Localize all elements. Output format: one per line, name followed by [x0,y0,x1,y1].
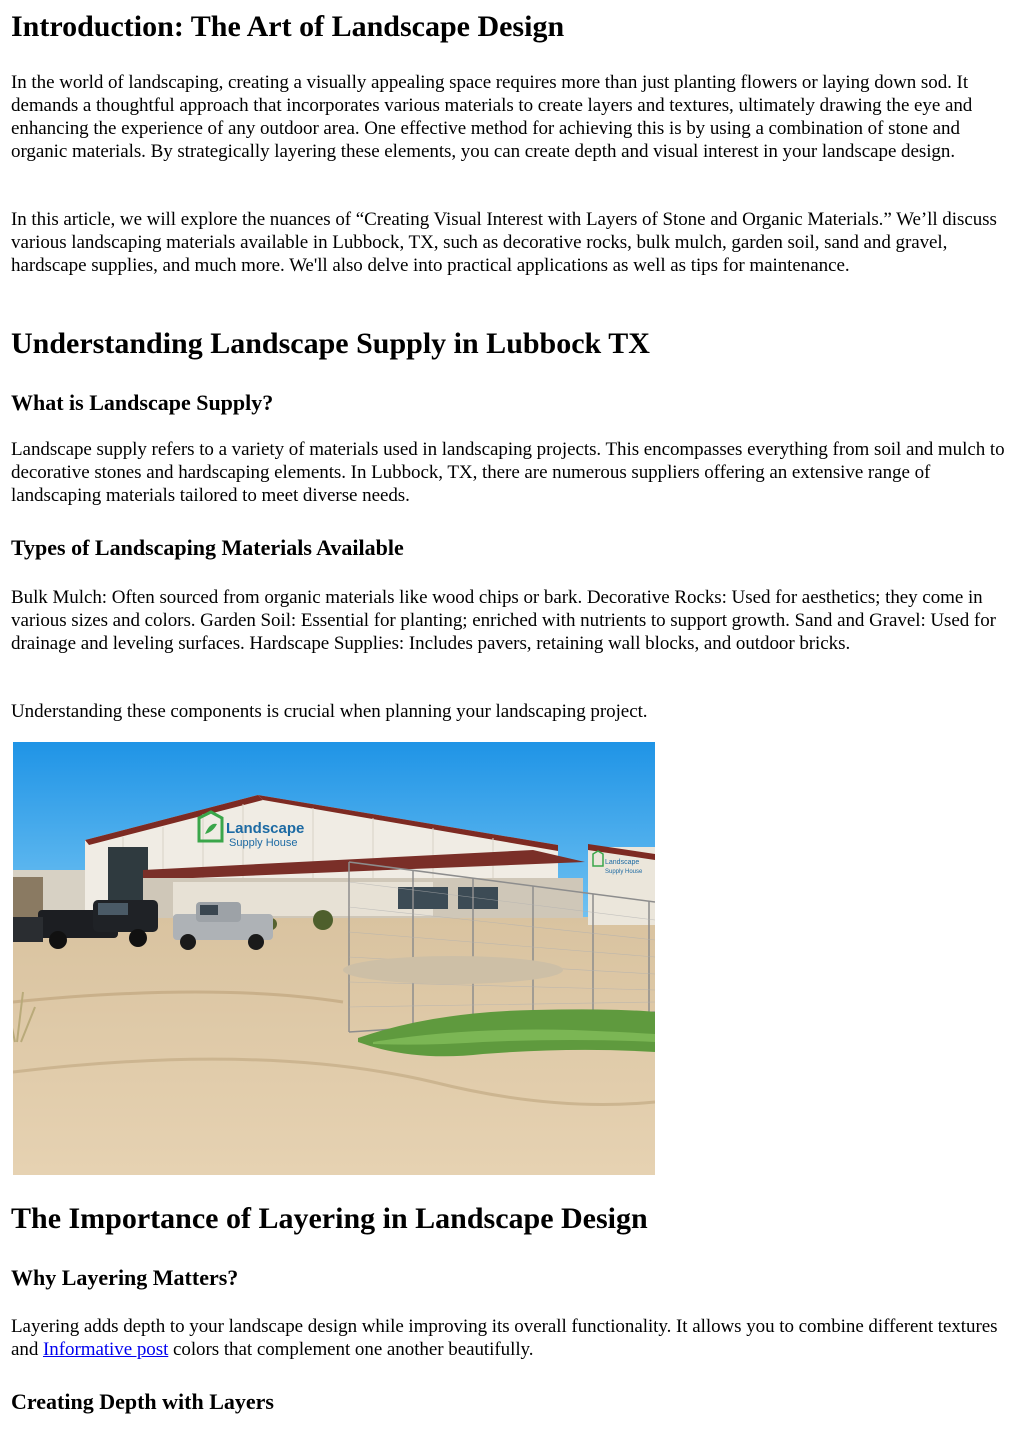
types-paragraph: Bulk Mulch: Often sourced from organic materials like wood chips or bark. Decorative Rocks: Used for aesthetics; they come in various sizes and colors. Garden Soil: Essential for planting; enriched with nutrients to support growth. Sand and Gravel: Used for drainage and leveling surfaces. Hardscape Supplies: Includes pavers, retaining wall blocks, and outdoor bricks. [11,587,996,654]
supply-heading: Understanding Landscape Supply in Lubbock TX [11,327,650,360]
intro-paragraph-2: In this article, we will explore the nuances of “Creating Visual Interest with Layers of Stone and Organic Materials.” We’ll discuss various landscaping materials available in Lubbock, TX, such as decorative rocks, bulk mulch, garden soil, sand and gravel, hardscape supplies, and much more. We'll also delve into practical applications as well as tips for maintenance. [11,209,997,276]
why-layering-heading: Why Layering Matters? [11,1265,239,1290]
svg-text:Landscape: Landscape [226,820,305,837]
informative-post-link[interactable]: Informative post [42,1339,169,1360]
what-is-supply-paragraph: Landscape supply refers to a variety of materials used in landscaping projects. This encompasses everything from soil and mulch to decorative stones and hardscaping elements. In Lubbock, TX, there are numerous suppliers offering an extensive range of landscaping materials tailored to meet diverse needs. [11,439,1005,506]
landscape-supply-house-photo [13,742,655,1175]
types-heading: Types of Landscaping Materials Available [11,535,404,560]
understanding-paragraph: Understanding these components is crucial when planning your landscaping project. [11,701,648,722]
intro-paragraph-1: In the world of landscaping, creating a visually appealing space requires more than just planting flowers or laying down sod. It demands a thoughtful approach that incorporates various materials to create layers and textures, ultimately drawing the eye and enhancing the experience of any outdoor area. One effective method for achieving this is by using a combination of stone and organic materials. By strategically layering these elements, you can create depth and visual interest in your landscape design. [11,72,973,162]
svg-text:Landscape: Landscape [605,859,640,866]
layering-heading: The Importance of Layering in Landscape Design [11,1202,648,1235]
svg-text:Supply House: Supply House [605,869,643,875]
intro-heading: Introduction: The Art of Landscape Design [11,10,565,43]
creating-depth-heading: Creating Depth with Layers [11,1389,274,1414]
what-is-supply-heading: What is Landscape Supply? [11,390,274,415]
svg-text:Supply House: Supply House [229,837,298,849]
why-layering-paragraph [11,1315,1014,1361]
why-text-after: colors that complement one another beautifully. [168,1339,534,1360]
why-text-before: Layering adds depth to your landscape design while improving its overall functionality. It allows you to combine different textures and [11,1316,998,1360]
